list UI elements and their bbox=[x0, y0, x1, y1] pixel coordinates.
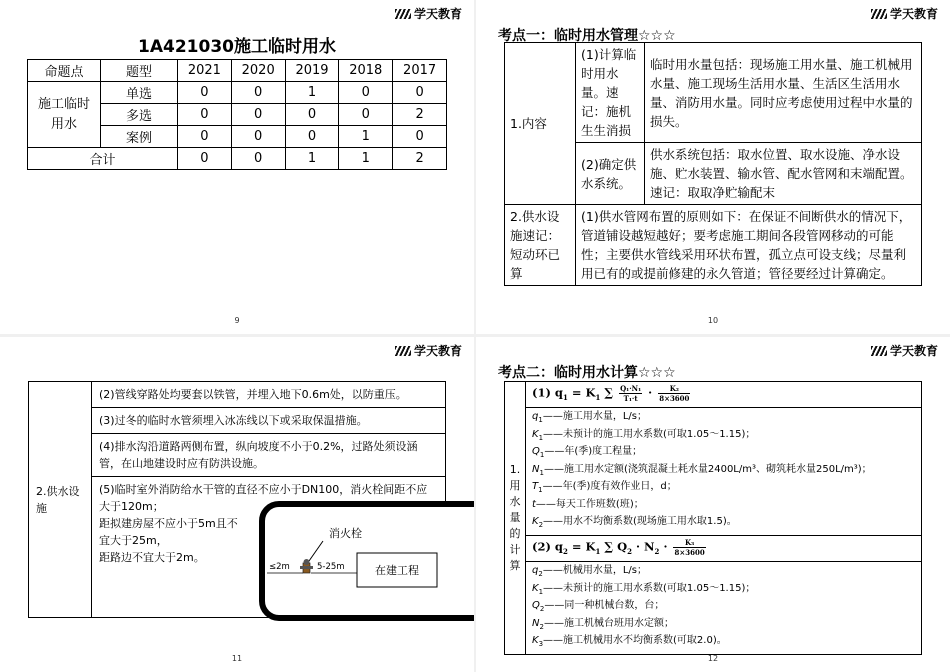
definition-line bbox=[532, 599, 915, 617]
formula-eq: = bbox=[571, 385, 582, 400]
value-cell: 1 bbox=[285, 82, 339, 104]
definitions-2 bbox=[526, 562, 922, 655]
brand-logo bbox=[871, 5, 938, 22]
item-5-cell bbox=[92, 477, 446, 618]
row-label: 2.供水设施速记：短动环已算 bbox=[505, 205, 576, 286]
sub-text: 供水系统包括：取水位置、取水设施、净水设施、贮水装置、输水管、配水管网和末端配置。速记：取取净贮输配末 bbox=[645, 143, 922, 205]
definition-symbol-sub: 2 bbox=[538, 521, 544, 530]
topic-cell: 施工临时用水 bbox=[28, 82, 101, 148]
definition-line bbox=[532, 445, 915, 463]
item-text: (5)临时室外消防给水干管的直径不应小于DN100，消火栓间距不应大于120m； bbox=[99, 483, 428, 513]
definition-line bbox=[532, 582, 915, 600]
water-management-table bbox=[504, 42, 922, 286]
item-text: (3)过冬的临时水管须埋入冰冻线以下或采取保温措施。 bbox=[92, 408, 446, 434]
brand-name: 学天教育 bbox=[413, 7, 462, 21]
definition-symbol-sub: 1 bbox=[538, 486, 543, 495]
formula-lead: (1) bbox=[532, 385, 551, 400]
value-cell: 0 bbox=[231, 126, 285, 148]
value-cell: 0 bbox=[339, 82, 393, 104]
total-value: 1 bbox=[285, 148, 339, 170]
definition-text: ——施工用水定额(浇筑混凝土耗水量2400L/m³、砌筑耗水量250L/m³)； bbox=[543, 463, 872, 475]
definition-line bbox=[532, 617, 915, 635]
header-cell: 2021 bbox=[178, 60, 232, 82]
table-row bbox=[505, 43, 922, 143]
definition-text: ——每天工作班数(班)； bbox=[535, 498, 644, 510]
brand-logo bbox=[395, 5, 462, 22]
definition-symbol-sub: 1 bbox=[538, 433, 544, 442]
slide-12 bbox=[476, 337, 950, 672]
definitions-row bbox=[505, 562, 922, 655]
table-row bbox=[29, 434, 446, 477]
brand-mark-icon bbox=[871, 9, 887, 19]
definition-symbol-sub: 1 bbox=[538, 416, 543, 425]
definition-symbol-sub: 2 bbox=[539, 622, 544, 631]
formula-n-sub: 2 bbox=[654, 546, 660, 556]
sub-text: (1)供水管网布置的原则如下：在保证不间断供水的情况下，管道铺设越短越好；要考虑施工期间各段管网移动的可能性；主要供水管线采用环状布置，孤立点可设支线；尽量利用已有的或提前修建的永久管道；管径要经过计算确定。 bbox=[576, 205, 922, 286]
definition-symbol-sub: 1 bbox=[539, 451, 545, 460]
definition-symbol: K bbox=[532, 428, 539, 440]
formula-q: Q bbox=[617, 539, 628, 554]
item-5-content bbox=[99, 481, 438, 613]
value-cell: 0 bbox=[178, 82, 232, 104]
page-number: 12 bbox=[707, 654, 719, 663]
dim-label-road: ≤2m bbox=[269, 562, 290, 572]
formula-lead: (2) bbox=[532, 539, 551, 554]
total-value: 1 bbox=[339, 148, 393, 170]
row-label: 2.供水设施 bbox=[29, 382, 92, 618]
definition-text: ——施工用水量，L/s； bbox=[542, 411, 647, 423]
sub-text: 临时用水量包括：现场施工用水量、施工机械用水量、施工现场生活用水量、生活区生活用水量、消防用水量。同时应考虑使用过程中水量的损失。 bbox=[645, 43, 922, 143]
definition-line bbox=[532, 498, 915, 516]
definition-text: ——用水不均衡系数(现场施工用水取1.5)。 bbox=[543, 516, 737, 528]
fraction-denominator: 8×3600 bbox=[674, 547, 705, 557]
fraction-denominator: T₁·t bbox=[623, 394, 638, 403]
brand-name: 学天教育 bbox=[413, 344, 462, 358]
definition-symbol: K bbox=[532, 516, 539, 528]
table-total-row bbox=[28, 148, 447, 170]
sub-label: (2)确定供水系统。 bbox=[576, 143, 645, 205]
definition-symbol: K bbox=[532, 582, 539, 594]
value-cell: 0 bbox=[285, 104, 339, 126]
formula-2 bbox=[526, 535, 922, 561]
dim-label-building: 5-25m bbox=[317, 562, 345, 572]
definition-symbol-sub: 1 bbox=[539, 468, 544, 477]
formula-dot: · bbox=[636, 539, 641, 554]
total-label: 合计 bbox=[28, 148, 178, 170]
table-row bbox=[29, 382, 446, 408]
formula-fraction bbox=[673, 538, 705, 557]
value-cell: 0 bbox=[178, 104, 232, 126]
formula-dot: · bbox=[663, 539, 668, 554]
fraction-numerator: K₃ bbox=[673, 538, 705, 548]
table-header-row bbox=[28, 60, 447, 82]
definition-symbol: Q bbox=[532, 446, 540, 458]
definition-line bbox=[532, 410, 915, 428]
page-number: 9 bbox=[234, 316, 240, 325]
fraction-numerator: K₂ bbox=[658, 384, 690, 394]
header-cell: 命题点 bbox=[28, 60, 101, 82]
formula-sum: ∑ bbox=[604, 539, 614, 554]
formula-k-sub: 1 bbox=[595, 392, 601, 402]
slide-10 bbox=[476, 0, 950, 334]
definition-symbol: K bbox=[532, 635, 539, 647]
definition-symbol: q bbox=[532, 411, 539, 423]
formula-k: K bbox=[585, 539, 596, 554]
formula-q-sub: 2 bbox=[627, 546, 632, 556]
formula-row bbox=[505, 535, 922, 561]
brand-name: 学天教育 bbox=[889, 344, 938, 358]
table-row bbox=[29, 408, 446, 434]
formula-lhs: q bbox=[554, 385, 563, 400]
definition-symbol: T bbox=[532, 481, 539, 493]
definition-symbol-sub: 2 bbox=[539, 605, 545, 614]
definition-symbol: q bbox=[532, 565, 539, 577]
total-value: 2 bbox=[393, 148, 447, 170]
brand-mark-icon bbox=[395, 346, 411, 356]
definition-text: ——未预计的施工用水系数(可取1.05～1.15)； bbox=[543, 428, 756, 440]
item-text: 距路边不宜大于2m。 bbox=[99, 551, 205, 564]
definitions-row bbox=[505, 408, 922, 536]
definitions-1 bbox=[526, 408, 922, 536]
definition-text: ——施工机械台班用水定额； bbox=[543, 617, 674, 629]
formula-fraction-2 bbox=[658, 384, 690, 403]
formula-lhs-sub: 1 bbox=[562, 392, 568, 402]
value-cell: 0 bbox=[393, 82, 447, 104]
brand-logo bbox=[871, 342, 938, 359]
definition-text: ——未预计的施工用水系数(可取1.05～1.15)； bbox=[543, 582, 756, 594]
value-cell: 0 bbox=[285, 126, 339, 148]
type-cell: 多选 bbox=[101, 104, 178, 126]
value-cell: 0 bbox=[339, 104, 393, 126]
formula-lhs-sub: 2 bbox=[562, 546, 568, 556]
formula-sum: ∑ bbox=[604, 385, 614, 400]
page-title: 1A421030施工临时用水 bbox=[138, 37, 336, 57]
water-facility-table bbox=[28, 381, 446, 618]
exam-stats-table bbox=[27, 59, 447, 170]
definition-symbol: N bbox=[532, 617, 540, 629]
definition-line bbox=[532, 564, 915, 582]
hydrant-label: 消火栓 bbox=[329, 527, 362, 540]
definition-symbol-sub: 1 bbox=[538, 587, 544, 596]
brand-name: 学天教育 bbox=[889, 7, 938, 21]
definition-line bbox=[532, 463, 915, 481]
definition-symbol: N bbox=[532, 463, 540, 475]
sub-label: (1)计算临时用水量。速记：施机生生消损 bbox=[576, 43, 645, 143]
item-text: (2)管线穿路处均要套以铁管，并埋入地下0.6m处，以防重压。 bbox=[92, 382, 446, 408]
table-row bbox=[29, 477, 446, 618]
definition-text: ——施工机械用水不均衡系数(可取2.0)。 bbox=[543, 635, 727, 647]
row-label-text: 1.用水量的计算 bbox=[509, 462, 521, 572]
row-label bbox=[505, 382, 526, 655]
total-value: 0 bbox=[231, 148, 285, 170]
section-heading: 考点一：临时用水管理☆☆☆ bbox=[498, 28, 676, 44]
definition-text: ——机械用水量，L/s； bbox=[542, 565, 647, 577]
definition-text: ——年(季)度工程量； bbox=[544, 446, 643, 458]
brand-logo bbox=[395, 342, 462, 359]
item-text: (4)排水沟沿道路两侧布置，纵向坡度不小于0.2%，过路处须设涵管，在山地建设时应有防洪设施。 bbox=[92, 434, 446, 477]
definition-symbol: Q bbox=[532, 600, 540, 612]
value-cell: 0 bbox=[393, 126, 447, 148]
header-cell: 2020 bbox=[231, 60, 285, 82]
formula-fraction-1 bbox=[619, 384, 642, 403]
slide-9 bbox=[0, 0, 474, 334]
fraction-denominator: 8×3600 bbox=[659, 394, 690, 403]
value-cell: 0 bbox=[178, 126, 232, 148]
value-cell: 0 bbox=[231, 104, 285, 126]
definition-symbol-sub: 3 bbox=[538, 640, 544, 649]
formula-dot: · bbox=[648, 385, 653, 400]
page-number: 10 bbox=[707, 316, 719, 325]
fraction-numerator: Q₁·N₁ bbox=[620, 384, 642, 393]
value-cell: 0 bbox=[231, 82, 285, 104]
page-number: 11 bbox=[231, 654, 243, 663]
header-cell: 2018 bbox=[339, 60, 393, 82]
definition-line bbox=[532, 515, 915, 533]
header-cell: 2017 bbox=[393, 60, 447, 82]
building-label: 在建工程 bbox=[375, 564, 419, 577]
formula-lhs: q bbox=[554, 539, 563, 554]
definition-symbol-sub: 2 bbox=[538, 570, 543, 579]
header-cell: 2019 bbox=[285, 60, 339, 82]
definition-symbol: t bbox=[532, 498, 536, 510]
table-row bbox=[28, 82, 447, 104]
section-heading: 考点二：临时用水计算☆☆☆ bbox=[498, 365, 676, 381]
formula-eq: = bbox=[571, 539, 582, 554]
formula-1 bbox=[526, 382, 922, 408]
water-calc-table bbox=[504, 381, 922, 655]
definition-line bbox=[532, 634, 915, 652]
definition-text: ——同一种机械台数，台； bbox=[544, 600, 665, 612]
value-cell: 2 bbox=[393, 104, 447, 126]
brand-mark-icon bbox=[871, 346, 887, 356]
type-cell: 单选 bbox=[101, 82, 178, 104]
table-row bbox=[505, 205, 922, 286]
row-label: 1.内容 bbox=[505, 43, 576, 205]
definition-line bbox=[532, 480, 915, 498]
formula-n: N bbox=[644, 539, 655, 554]
slide-11 bbox=[0, 337, 474, 672]
formula-k: K bbox=[585, 385, 596, 400]
item-text: 距拟建房屋不应小于5m且不宜大于25m， bbox=[99, 517, 238, 547]
header-cell: 题型 bbox=[101, 60, 178, 82]
brand-mark-icon bbox=[395, 9, 411, 19]
value-cell: 1 bbox=[339, 126, 393, 148]
definition-text: ——年(季)度有效作业日，d； bbox=[542, 481, 677, 493]
formula-k-sub: 1 bbox=[595, 546, 601, 556]
type-cell: 案例 bbox=[101, 126, 178, 148]
total-value: 0 bbox=[178, 148, 232, 170]
definition-line bbox=[532, 428, 915, 446]
formula-row bbox=[505, 382, 922, 408]
